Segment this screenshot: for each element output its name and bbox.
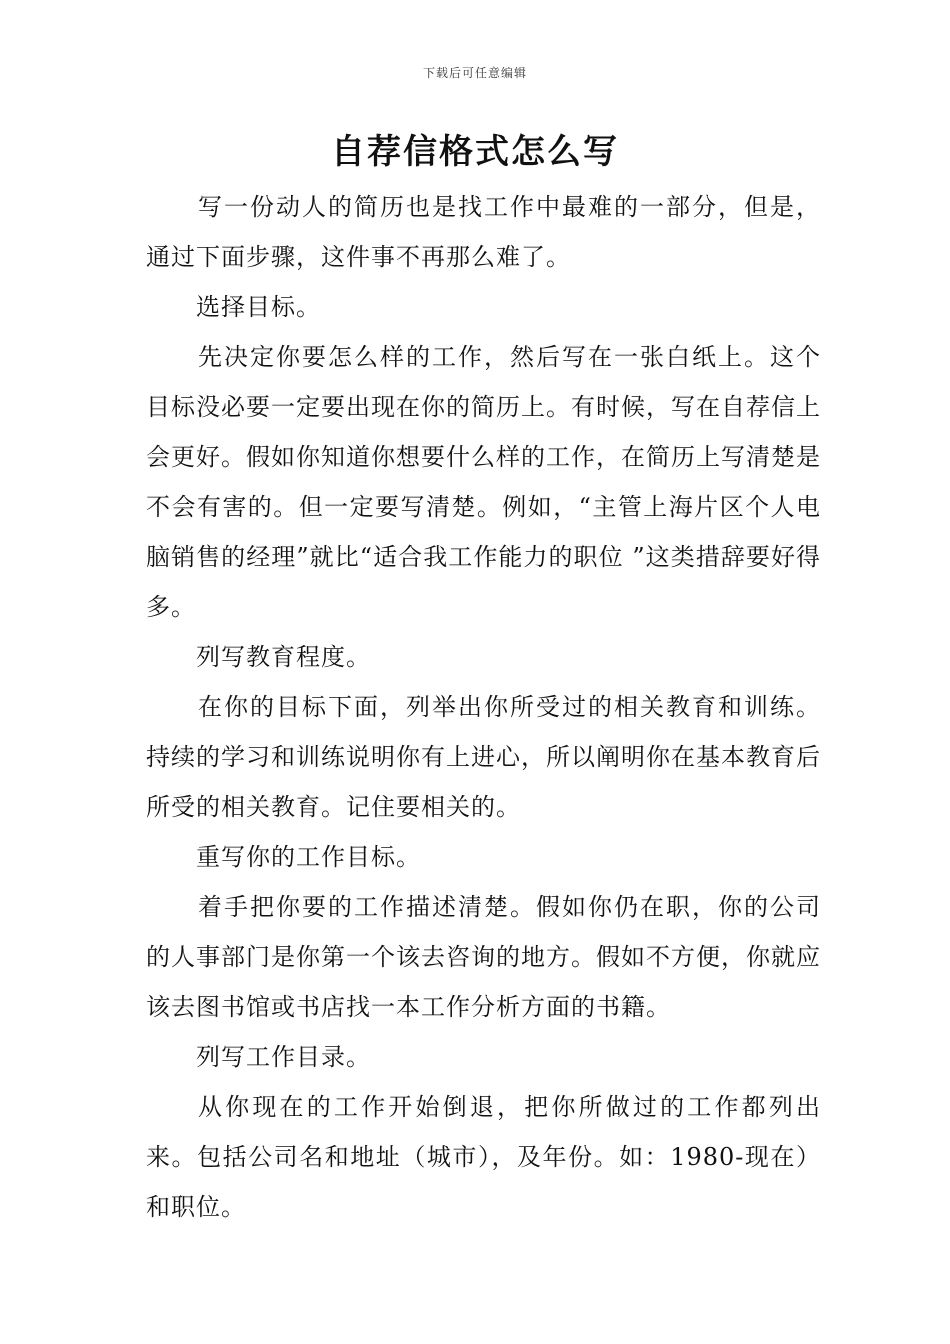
paragraph-work-list: 从你现在的工作开始倒退，把你所做过的工作都列出来。包括公司名和地址（城市），及年份。如：1980-现在）和职位。: [146, 1093, 821, 1221]
header-note: 下载后可任意编辑: [422, 66, 527, 80]
paragraph-intro: 写一份动人的简历也是找工作中最难的一部分，但是，通过下面步骤，这件事不再那么难了。: [146, 193, 821, 271]
document-body: [146, 182, 821, 1232]
section-heading-choose-goal: 选择目标。: [196, 293, 321, 321]
section-heading-work-list: 列写工作目录。: [196, 1043, 371, 1071]
document-title: 自荐信格式怎么写: [331, 132, 619, 172]
paragraph-rewrite-goal: 着手把你要的工作描述清楚。假如你仍在职，你的公司的人事部门是你第一个该去咨询的地方。假如不方便，你就应该去图书馆或书店找一本工作分析方面的书籍。: [146, 893, 821, 1021]
paragraph-education: 在你的目标下面，列举出你所受过的相关教育和训练。持续的学习和训练说明你有上进心，所以阐明你在基本教育后所受的相关教育。记住要相关的。: [146, 693, 821, 821]
section-heading-education: 列写教育程度。: [196, 643, 371, 671]
section-heading-rewrite-goal: 重写你的工作目标。: [196, 843, 421, 871]
paragraph-choose-goal: 先决定你要怎么样的工作，然后写在一张白纸上。这个目标没必要一定要出现在你的简历上。有时候，写在自荐信上会更好。假如你知道你想要什么样的工作，在简历上写清楚是不会有害的。但一定要写清楚。例如，“主管上海片区个人电脑销售的经理”就比“适合我工作能力的职位 ”这类措辞要好得多。: [146, 343, 821, 621]
